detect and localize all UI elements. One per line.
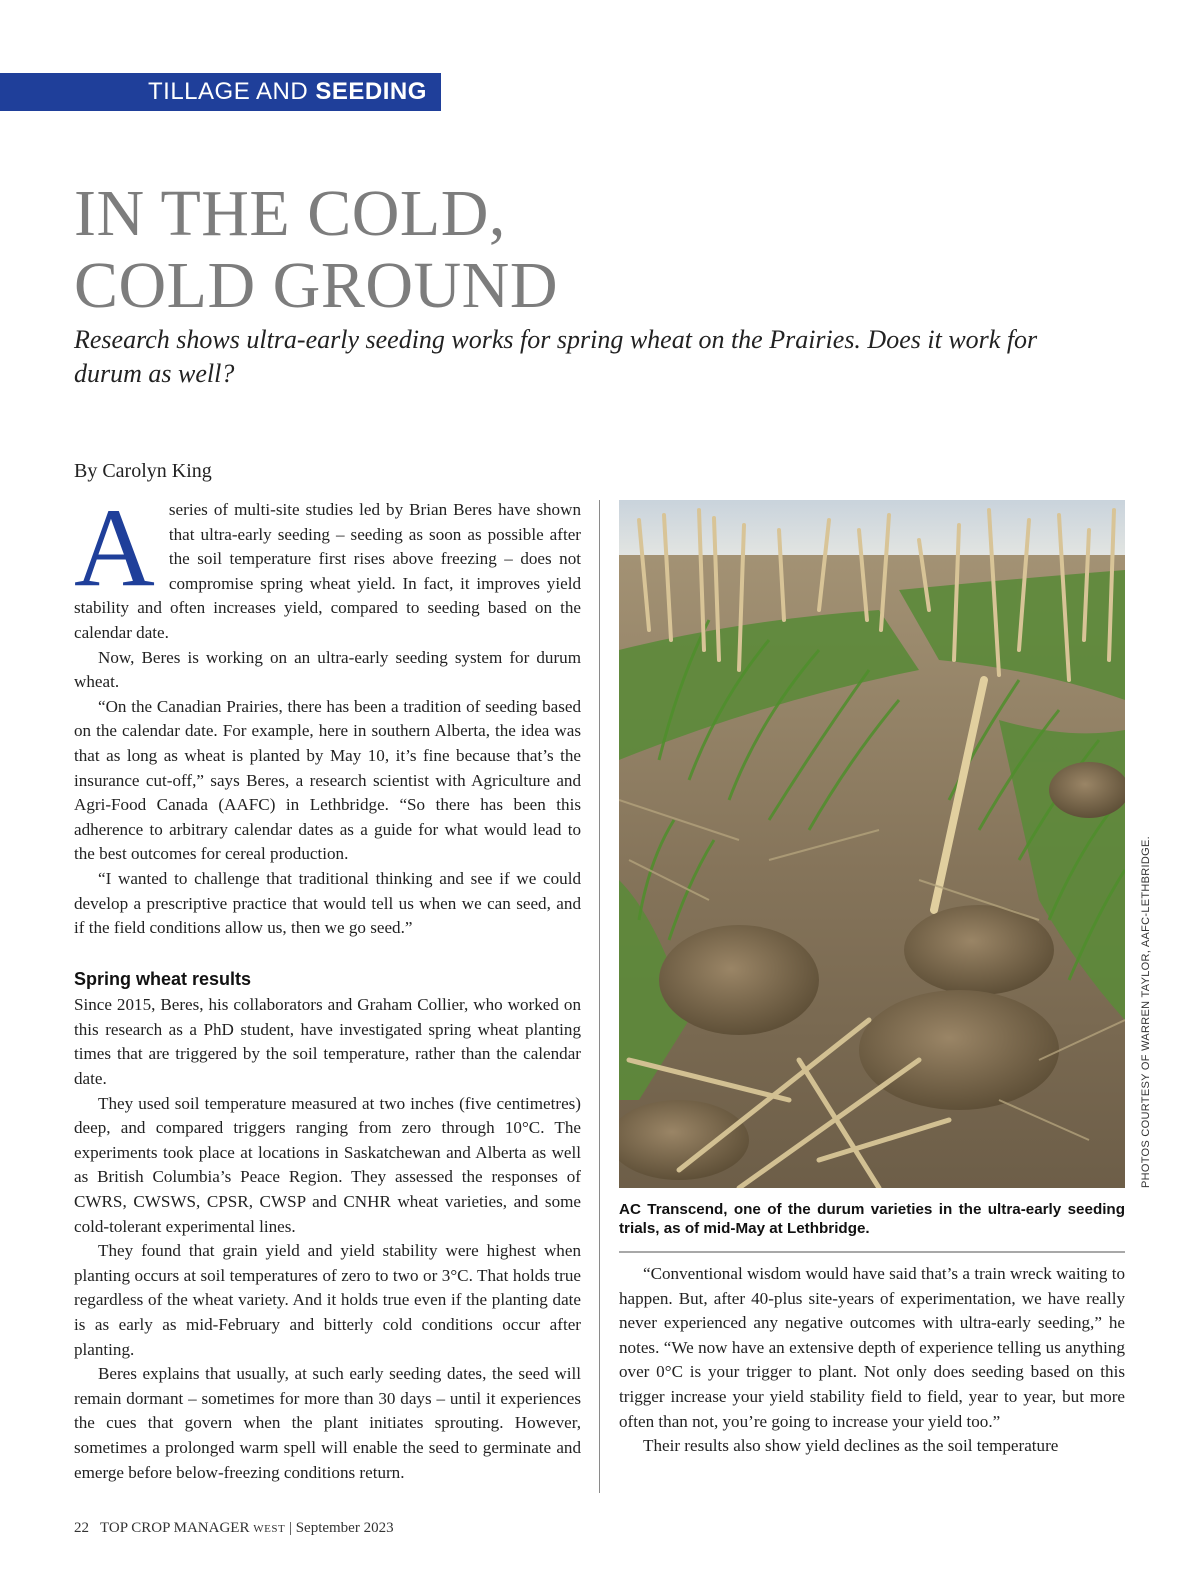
paragraph: “Conventional wisdom would have said that’s a train wreck waiting to happen. But, after 40-plus site-years of experimentation, we have really never experienced any negative outcomes with ultra-early seeding,” he notes. “We now have an extensive depth of experience telling us anything over 0°C is your trigger to plant. Not only does seeding based on this trigger increase your yield stability field to field, year to year, but more often than not, you’re going to increase your yield too.” — [619, 1264, 1125, 1431]
magazine-edition: WEST — [253, 1523, 286, 1535]
footer-separator: | — [288, 1520, 292, 1536]
article-deck: Research shows ultra-early seeding works for spring wheat on the Prairies. Does it work for durum as well? — [74, 325, 1038, 388]
left-column — [74, 486, 581, 1485]
section-label-prefix: TILLAGE AND — [148, 78, 309, 105]
photo-caption: AC Transcend, one of the durum varieties in the ultra-early seeding trials, as of mid-May at Lethbridge. — [619, 1201, 1125, 1237]
column-divider — [599, 500, 600, 1493]
photo-credit: PHOTOS COURTESY OF WARREN TAYLOR, AAFC-LETHBRIDGE. — [1140, 836, 1152, 1188]
caption-divider — [619, 1251, 1125, 1253]
paragraph: Their results also show yield declines as the soil temperature — [643, 1436, 1059, 1456]
drop-cap: A — [74, 486, 155, 610]
paragraph-intro-text: series of multi-site studies led by Brian Beres have shown that ultra-early seeding – seeding as soon as possible after the soil temperature first rises above freezing – does not compromise spring wheat yield. In fact, it improves yield stability and often increases yield, compared to seeding based on the calendar date. — [74, 500, 581, 642]
byline: By Carolyn King — [74, 460, 212, 482]
paragraph-intro — [74, 486, 581, 646]
right-column — [619, 1262, 1125, 1459]
paragraph: Now, Beres is working on an ultra-early seeding system for durum wheat. — [74, 647, 581, 692]
section-header-band — [0, 73, 441, 111]
paragraph: Since 2015, Beres, his collaborators and Graham Collier, who worked on this research as a PhD student, have investigated spring wheat planting times that are triggered by the soil temperature, rather than the calendar date. — [74, 995, 581, 1089]
issue-date: September 2023 — [295, 1520, 394, 1536]
headline-line-1: IN THE COLD, — [74, 177, 506, 250]
paragraph: They used soil temperature measured at two inches (five centimetres) deep, and compared triggers ranging from zero through 10°C. The experiments took place at locations in Saskatchewan and Alberta as well as British Columbia’s Peace Region. They assessed the responses of CWRS, CWSWS, CPSR, CWSP and CNHR wheat varieties, and some cold-tolerant experimental lines. — [74, 1093, 581, 1236]
magazine-name: TOP CROP MANAGER — [99, 1520, 250, 1536]
headline-line-2: COLD GROUND — [74, 249, 558, 322]
section-label-emphasis: SEEDING — [315, 78, 427, 105]
page-footer — [74, 1520, 394, 1537]
subheading-spring-wheat-results: Spring wheat results — [74, 968, 252, 989]
paragraph: They found that grain yield and yield stability were highest when planting occurs at soil temperatures of zero to two or 3°C. That holds true regardless of the wheat variety. And it holds true even if the planting date is as early as mid-February and bitterly cold conditions occur after planting. — [74, 1241, 581, 1359]
durum-field-photo — [619, 500, 1125, 1188]
page-number: 22 — [74, 1520, 89, 1536]
article-headline — [74, 178, 558, 322]
paragraph: “On the Canadian Prairies, there has been a tradition of seeding based on the calendar date. For example, here in southern Alberta, the idea was that as long as wheat is planted by May 10, it’s fine because that’s the insurance cut-off,” says Beres, a research scientist with Agriculture and Agri-Food Canada (AAFC) in Lethbridge. “So there has been this adherence to arbitrary calendar dates as a guide for what would lead to the best outcomes for cereal production. — [74, 696, 581, 864]
paragraph: Beres explains that usually, at such early seeding dates, the seed will remain dormant – sometimes for more than 30 days – until it experiences the cues that govern when the plant initiates sprouting. However, sometimes a prolonged warm spell will enable the seed to germinate and emerge before below-freezing conditions return. — [74, 1364, 581, 1482]
paragraph: “I wanted to challenge that traditional thinking and see if we could develop a prescriptive practice that would tell us when we can seed, and if the field conditions allow us, then we go seed.” — [74, 868, 581, 938]
